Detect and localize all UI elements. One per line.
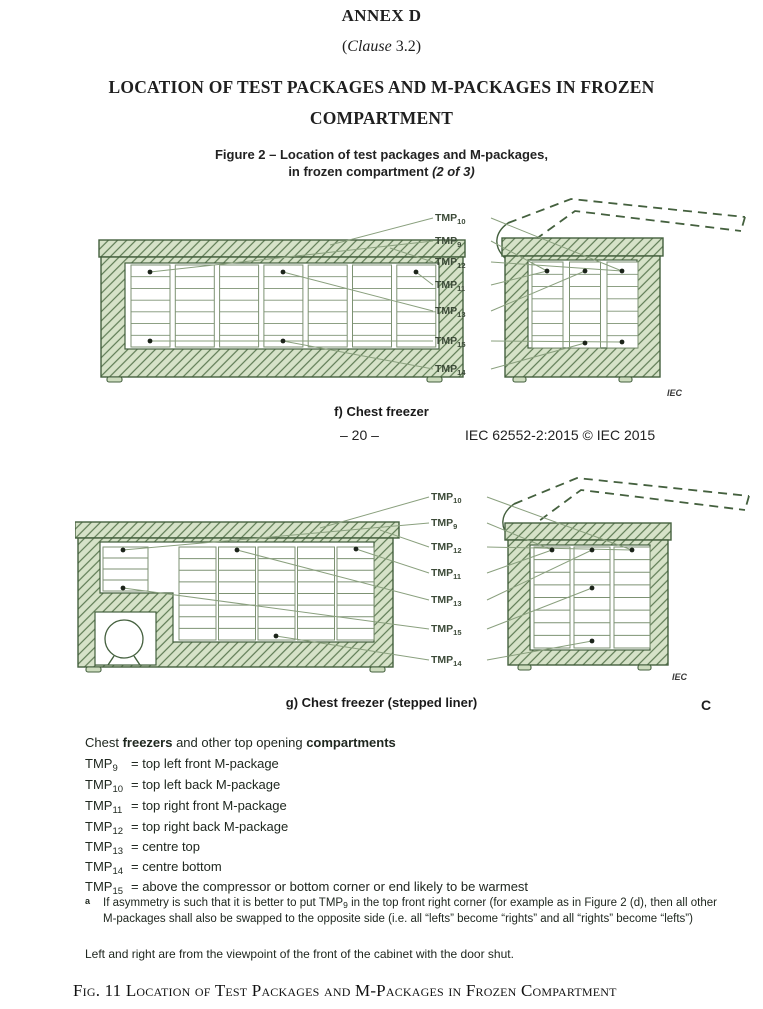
page-title-line2: COMPARTMENT: [309, 108, 454, 128]
tmp-definition: = above the compressor or bottom corner or end likely to be warmest: [131, 879, 529, 894]
annex-title: ANNEX D: [341, 6, 422, 25]
tmp-label: [431, 490, 487, 508]
tmp-term: $TMP_{15}$: [85, 879, 124, 897]
tmp-label: [435, 211, 491, 229]
tmp-definition: = centre bottom: [131, 859, 222, 874]
tmp-sub: 13: [457, 310, 466, 319]
tmp-definition: = top right back M-package: [131, 819, 289, 834]
tmp-term: $TMP_{12}$: [85, 819, 124, 837]
tmp-base: TMP: [435, 212, 458, 224]
tmp-term: $TMP_{13}$: [85, 839, 124, 857]
tmp-base: TMP: [431, 491, 454, 503]
tmp-sub: 14: [453, 659, 462, 668]
heading-part: and other top opening: [172, 735, 307, 750]
open-lid-outer-dashed: [508, 199, 745, 223]
definition-row: [85, 777, 280, 795]
tmp-label: [435, 304, 491, 322]
tmp-base: TMP: [431, 567, 454, 579]
tmp-sub: 11: [457, 284, 466, 293]
tmp-base: TMP: [431, 654, 454, 666]
tmp-definition: = centre top: [131, 839, 201, 854]
end-lid: [502, 238, 663, 256]
heading-part-bold: freezers: [122, 735, 173, 750]
tmp-definition: = top left front M-package: [131, 756, 279, 771]
tmp-sub: 14: [457, 368, 466, 377]
tmp-label: [431, 540, 487, 558]
iec-credit: IEC: [672, 672, 688, 682]
figure2-caption-line2-plain: in frozen compartment: [288, 164, 433, 179]
end-foot-right: [619, 377, 632, 382]
tmp-label: [435, 234, 491, 252]
bottom-figure-caption: Fig. 11 Location of Test Packages and M-Packages in Frozen Compartment: [73, 981, 617, 1000]
change-marker: C: [701, 697, 712, 713]
chest-freezer-diagram: [85, 195, 763, 407]
tmp-term: $TMP_9$: [85, 756, 118, 774]
tmp-sub: 12: [457, 261, 466, 270]
tmp-sub: 9: [457, 240, 462, 249]
front-foot-right: [370, 667, 385, 672]
definition-row: [85, 859, 222, 877]
tmp-label: [435, 278, 491, 296]
clause-tail: 3.2): [391, 38, 422, 55]
compressor: [105, 620, 143, 658]
footnote-a: [85, 896, 717, 926]
subfigure-f-caption: f) Chest freezer: [334, 404, 429, 419]
definition-row: [85, 839, 200, 857]
package-stacks: [131, 262, 638, 348]
footnote-marker: a: [85, 896, 91, 906]
definition-row: [85, 798, 287, 816]
tmp-sub: 11: [453, 572, 462, 581]
end-foot-left: [518, 665, 531, 670]
end-foot-right: [638, 665, 651, 670]
viewpoint-note: Left and right are from the viewpoint of the front of the cabinet with the door shut.: [85, 947, 514, 961]
tmp-definition: = top right front M-package: [131, 798, 287, 813]
tmp-label: [435, 255, 491, 273]
definition-row: [85, 879, 528, 897]
definitions-heading: [85, 735, 396, 750]
tmp-base: TMP: [431, 623, 454, 635]
figure-f-chest-freezer: [85, 195, 763, 407]
tmp-base: TMP: [435, 335, 458, 347]
page-title-line1: LOCATION OF TEST PACKAGES AND M-PACKAGES IN FROZEN: [108, 77, 655, 97]
tmp-sub: 15: [457, 340, 466, 349]
tmp-base: TMP: [431, 517, 454, 529]
tmp-base: TMP: [431, 594, 454, 606]
tmp-base: TMP: [435, 279, 458, 291]
iec-credit: IEC: [667, 388, 683, 398]
clause-open: (: [341, 38, 348, 55]
tmp-term: $TMP_{14}$: [85, 859, 124, 877]
clause-word: Clause: [347, 38, 392, 55]
tmp-sub: 12: [453, 546, 462, 555]
tmp-sub: 9: [453, 522, 458, 531]
tmp-base: TMP: [435, 363, 458, 375]
figure2-caption-line2: [0, 163, 763, 180]
tmp-label: [435, 334, 491, 352]
page-number: – 20 –: [340, 427, 379, 443]
page-title: [0, 72, 763, 134]
open-lid-outer-dashed: [514, 478, 749, 504]
document-reference: IEC 62552-2:2015 © IEC 2015: [465, 427, 656, 443]
footnote-text: If asymmetry is such that it is better to put $TMP_9$ in the top front right corner (for example as in Figure 2 (d), then all other M-packages shall also be swapped to the opposite side (i.e. all “lefts” become “rights” and all “rights” become “lefts”): [103, 897, 717, 925]
front-foot-left: [107, 377, 122, 382]
open-lid-edge-dashed: [741, 217, 745, 231]
tmp-label: [431, 593, 487, 611]
figure2-caption-line1: Figure 2 – Location of test packages and M-packages,: [214, 147, 549, 162]
tmp-label: [435, 362, 491, 380]
end-foot-left: [513, 377, 526, 382]
heading-part-bold: compartments: [306, 735, 396, 750]
front-foot-left: [86, 667, 101, 672]
tmp-sub: 10: [457, 217, 466, 226]
tmp-label: [431, 622, 487, 640]
tmp-term: $TMP_{10}$: [85, 777, 124, 795]
tmp-sub: 13: [453, 599, 462, 608]
tmp-label: [431, 653, 487, 671]
tmp-base: TMP: [435, 256, 458, 268]
tmp-base: TMP: [431, 541, 454, 553]
figure2-caption-line2-italic: (2 of 3): [432, 164, 475, 179]
tmp-label: [431, 566, 487, 584]
end-lid: [505, 523, 671, 540]
definition-row: [85, 756, 279, 774]
subfigure-g-caption: g) Chest freezer (stepped liner): [285, 695, 478, 710]
tmp-definition: = top left back M-package: [131, 777, 281, 792]
tmp-term: $TMP_{11}$: [85, 798, 123, 816]
tmp-sub: 10: [453, 496, 462, 505]
chest-freezer-stepped-diagram: [75, 470, 763, 682]
clause-reference: [0, 38, 763, 56]
tmp-base: TMP: [435, 305, 458, 317]
figure2-caption: [0, 146, 763, 180]
tmp-label: [431, 516, 487, 534]
tmp-base: TMP: [435, 235, 458, 247]
tmp-sub: 15: [453, 628, 462, 637]
figure-g-chest-freezer-stepped: [75, 470, 763, 682]
definition-row: [85, 819, 288, 837]
open-lid-edge-dashed: [745, 496, 749, 510]
heading-part: Chest: [85, 735, 123, 750]
